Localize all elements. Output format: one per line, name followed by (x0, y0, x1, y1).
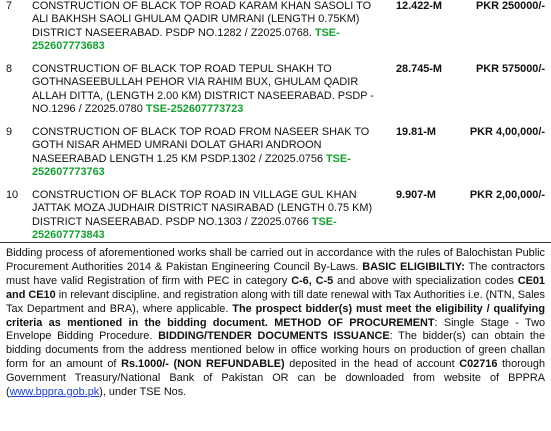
prospect-bidder-note: The prospect bidder(s) must meet the eligibility / qualifying criteria as mentioned in the bidding document. (6, 302, 545, 329)
account-head: C02716 (459, 358, 498, 371)
work-item-7 (0, 0, 551, 62)
work-length: 28.745-M (396, 63, 443, 75)
work-length: 19.81-M (396, 126, 436, 138)
work-item-10 (0, 189, 551, 242)
work-number: 8 (6, 63, 13, 75)
work-number: 7 (6, 0, 13, 12)
pec-category: C-6, C-5 (291, 274, 334, 287)
section-divider (0, 242, 551, 243)
tender-fee: Rs.1000/- (NON REFUNDABLE) (121, 358, 285, 371)
work-cost: PKR 2,00,000/- (469, 189, 545, 201)
work-description: CONSTRUCTION OF BLACK TOP ROAD FROM NASEER SHAK TO GOTH NISAR AHMED UMRANI DOLAT GHARI ANDROON NASEERABAD LENGTH 1.25 KM PSDP.1302 / Z2025.0756 TSE-252607773763 (32, 126, 370, 179)
specialization-codes: CE01 and CE10 (6, 274, 545, 301)
work-number: 10 (6, 189, 19, 201)
eligibility-heading: BASIC ELIGIBILTIY: (362, 260, 465, 273)
work-description: CONSTRUCTION OF BLACK TOP ROAD IN VILLAGE GUL KHAN JATTAK MOZA JUDHAIR DISTRICT NASIRABAD (LENGTH 0.75 KM) DISTRICT NASEERABAD. PSDP NO.1303 / Z2025.0766 TSE-252607773843 (32, 189, 373, 242)
method-heading: METHOD OF PROCUREMENT (274, 316, 435, 329)
tse-number: TSE-252607773723 (145, 103, 244, 116)
bppra-website-link[interactable]: www.bppra.gob.pk (9, 386, 100, 399)
tse-number: TSE-252607773683 (32, 26, 340, 53)
work-cost: PKR 250000/- (475, 0, 545, 12)
work-cost: PKR 575000/- (475, 63, 545, 75)
tse-number: TSE-252607773843 (32, 215, 337, 242)
work-item-9 (0, 126, 551, 188)
issuance-heading: BIDDING/TENDER DOCUMENTS ISSUANCE (158, 330, 390, 343)
work-description: CONSTRUCTION OF BLACK TOP ROAD TEPUL SHAKH TO GOTHNASEEBULLAH PEHOR VIA RAHIM BUX, GHULAM QADIR ALLAH DITTA, (LENGTH 2.00 KM) DISTRICT NASEERABAD. PSDP -NO.1296 / Z2025.0780 TSE-252607773723 (32, 63, 374, 116)
work-description: CONSTRUCTION OF BLACK TOP ROAD KARAM KHAN SASOLI TO ALI BAKHSH SAOLI GHULAM QADIR UMRANI (LENGTH 0.75KM) DISTRICT NASEERABAD. PSDP NO.1282 / Z2025.0768. TSE-252607773683 (32, 0, 372, 53)
bidding-terms: Bidding process of aforementioned works shall be carried out in accordance with the rules of Balochistan Public Procurement Authorities 2014 & Pakistan Engineering Council By-Laws. BASIC ELIGIBILTIY: The contractors must have valid Registration of firm with PEC in category C-6, C-5 and above with specialization codes CE01 and CE10 in relevant discipline. and registration along with till date renewal with Tax Authorities i.e. (NTN, Sales Tax Department and BRA), where applicable. The prospect bidder(s) must meet the eligibility / qualifying criteria as mentioned in the bidding document. METHOD OF PROCUREMENT: Single Stage - Two Envelope Bidding Procedure. BIDDING/TENDER DOCUMENTS ISSUANCE: The bidder(s) can obtain the bidding documents from the address mentioned below in office working hours on production of green challan form for an amount of Rs.1000/- (NON REFUNDABLE) deposited in the head of account C02716 thorough Government Treasury/National Bank of Pakistan OR can be downloaded from website of BPPRA (www.bppra.gob.pk), under TSE Nos. (6, 247, 546, 399)
work-length: 12.422-M (396, 0, 443, 12)
work-length: 9.907-M (396, 189, 436, 201)
work-number: 9 (6, 126, 13, 138)
tse-number: TSE-252607773763 (32, 152, 351, 179)
work-item-8 (0, 63, 551, 125)
work-cost: PKR 4,00,000/- (469, 126, 545, 138)
